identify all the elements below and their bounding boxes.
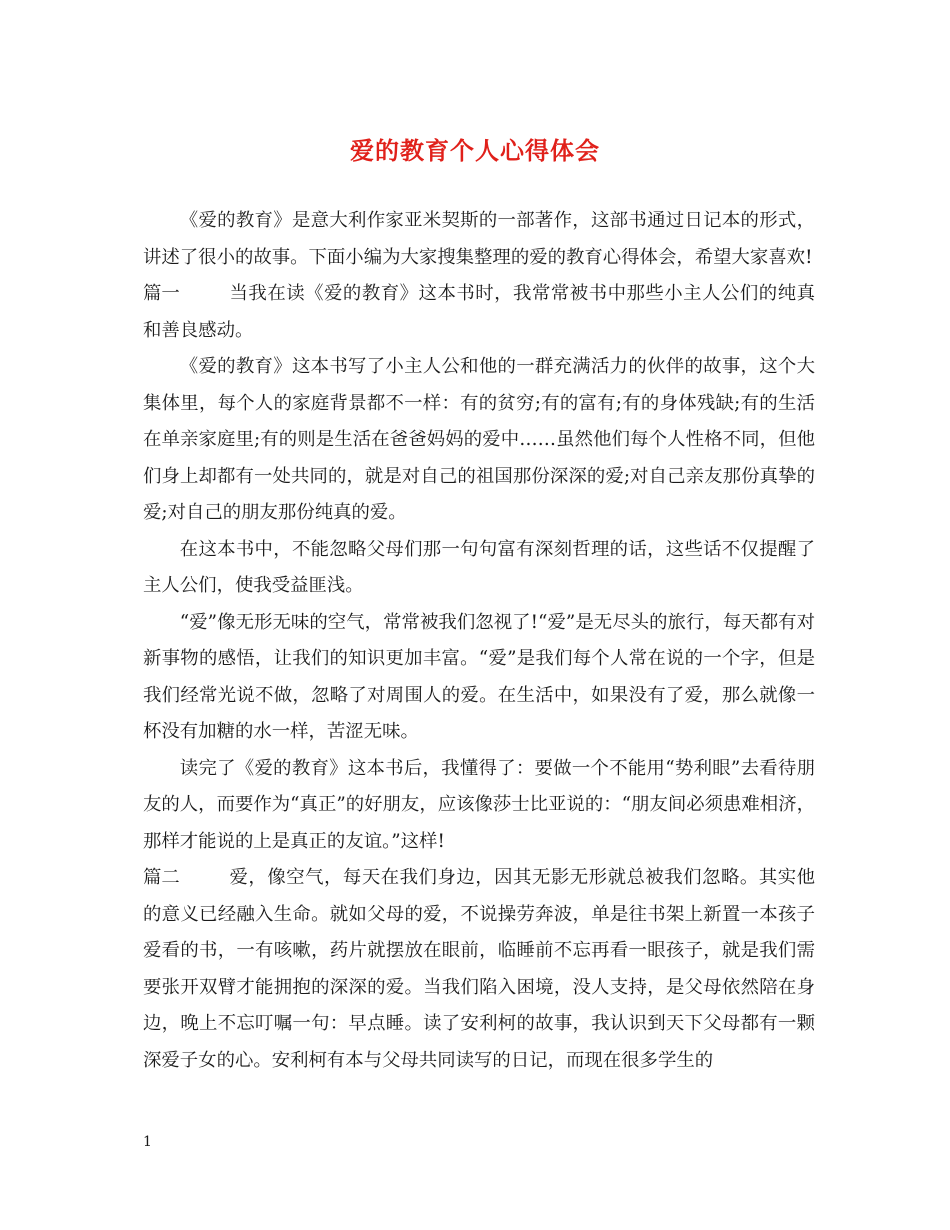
section-2-label: 篇二 xyxy=(143,867,180,888)
section-1-opening xyxy=(143,276,815,349)
intro-paragraph: 《爱的教育》是意大利作家亚米契斯的一部著作，这部书通过日记本的形式，讲述了很小的故事。下面小编为大家搜集整理的爱的教育心得体会，希望大家喜欢! xyxy=(143,210,815,268)
section-1-paragraph: 读完了《爱的教育》这本书后，我懂得了：要做一个不能用“势利眼”去看待朋友的人，而要作为“真正”的好朋友，应该像莎士比亚说的：“朋友间必须患难相济，那样才能说的上是真正的友谊。”这样! xyxy=(143,757,815,852)
section-2-opening xyxy=(143,860,815,1079)
page-number: 1 xyxy=(143,1134,152,1150)
document-title: 爱的教育个人心得体会 xyxy=(350,136,600,165)
section-1-paragraph: “爱”像无形无味的空气，常常被我们忽视了!“爱”是无尽头的旅行，每天都有对新事物的感悟，让我们的知识更加丰富。“爱”是我们每个人常在说的一个字，但是我们经常光说不做，忽略了对周围人的爱。在生活中，如果没有了爱，那么就像一杯没有加糖的水一样，苦涩无味。 xyxy=(143,611,815,742)
section-1-paragraph: 《爱的教育》这本书写了小主人公和他的一群充满活力的伙伴的故事，这个大集体里，每个人的家庭背景都不一样：有的贫穷;有的富有;有的身体残缺;有的生活在单亲家庭里;有的则是生活在爸爸妈妈的爱中……虽然他们每个人性格不同，但他们身上却都有一处共同的，就是对自己的祖国那份深深的爱;对自己亲友那份真挚的爱;对自己的朋友那份纯真的爱。 xyxy=(143,356,815,523)
document-body xyxy=(143,203,815,1079)
section-2-first-paragraph: 爱，像空气，每天在我们身边，因其无影无形就总被我们忽略。其实他的意义已经融入生命。就如父母的爱，不说操劳奔波，单是往书架上新置一本孩子爱看的书，一有咳嗽，药片就摆放在眼前，临睡前不忘再看一眼孩子，就是我们需要张开双臂才能拥抱的深深的爱。当我们陷入困境，没人支持，是父母依然陪在身边，晚上不忘叮嘱一句：早点睡。读了安利柯的故事，我认识到天下父母都有一颗深爱子女的心。安利柯有本与父母共同读写的日记，而现在很多学生的 xyxy=(143,867,815,1071)
section-1-first-paragraph: 当我在读《爱的教育》这本书时，我常常被书中那些小主人公们的纯真和善良感动。 xyxy=(143,283,815,341)
section-1-label: 篇一 xyxy=(143,283,180,304)
section-1-paragraph: 在这本书中，不能忽略父母们那一句句富有深刻哲理的话，这些话不仅提醒了主人公们，使我受益匪浅。 xyxy=(143,538,815,596)
